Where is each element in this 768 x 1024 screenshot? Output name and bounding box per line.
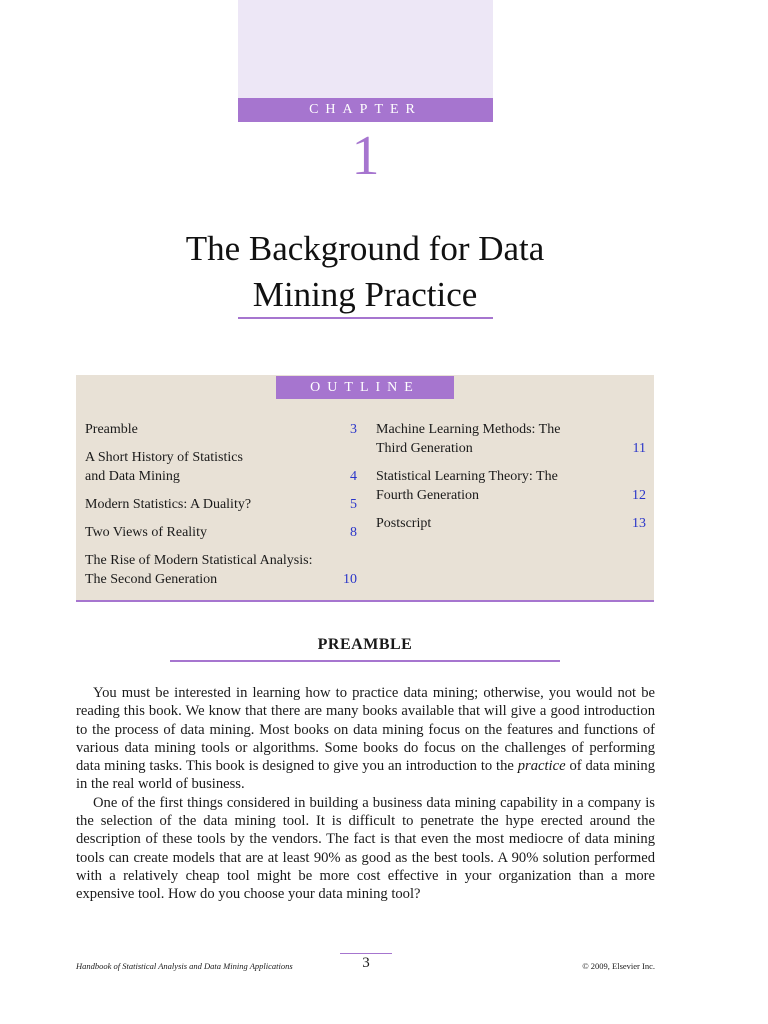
toc-entry-page: 5: [350, 497, 357, 512]
toc-entry-page: 4: [350, 469, 357, 484]
chapter-title-line-2: Mining Practice: [252, 275, 478, 314]
toc-entry-page: 12: [632, 488, 646, 503]
toc-entry[interactable]: [376, 420, 646, 458]
toc-entry-title: Preamble: [85, 422, 138, 437]
toc-entry-title: Postscript: [376, 516, 432, 531]
paragraph-text: You must be interested in learning how to practice data mining; otherwise, you would not be reading this book. We know that there are many books available that will give a good introduction to the process of data mining. Most books on data mining focus on the features and functions of various data mining tools or algorithms. Some books do focus on the challenges of performing data mining tasks. This book is designed to give you an introduction to the: [76, 685, 655, 775]
outline-right-column: [376, 420, 646, 542]
outline-left-column: [85, 420, 357, 598]
toc-entry-title: A Short History of Statistics and Data Mining: [85, 450, 243, 484]
chapter-title: [100, 226, 630, 318]
toc-entry-title: The Rise of Modern Statistical Analysis: The Second Generation: [85, 553, 313, 587]
toc-entry[interactable]: [376, 514, 646, 533]
toc-entry-title: Modern Statistics: A Duality?: [85, 497, 252, 512]
toc-entry-title: Statistical Learning Theory: The Fourth Generation: [376, 469, 558, 503]
section-underline: [170, 660, 560, 662]
outline-label: OUTLINE: [276, 376, 454, 399]
footer-book-title: Handbook of Statistical Analysis and Data Mining Applications: [76, 961, 293, 971]
toc-entry[interactable]: [85, 551, 357, 589]
chapter-label: CHAPTER: [238, 98, 493, 122]
toc-entry-page: 8: [350, 525, 357, 540]
toc-entry[interactable]: [376, 467, 646, 505]
footer-copyright: © 2009, Elsevier Inc.: [582, 961, 655, 971]
chapter-number: 1: [351, 125, 380, 187]
title-underline: [238, 317, 493, 319]
toc-entry[interactable]: [85, 523, 357, 542]
paragraph: [76, 684, 655, 794]
chapter-title-line-1: The Background for Data: [185, 229, 545, 268]
toc-entry-page: 13: [632, 516, 646, 531]
chapter-header-block: [238, 0, 493, 98]
toc-entry-page: 11: [632, 441, 646, 456]
toc-entry-page: 3: [350, 422, 357, 437]
toc-entry-title: Machine Learning Methods: The Third Generation: [376, 422, 561, 456]
emphasis-text: practice: [517, 758, 566, 775]
paragraph-text: of data mining in the real world of business.: [76, 758, 655, 793]
outline-bottom-rule: [76, 600, 654, 602]
toc-entry-page: 10: [343, 572, 357, 587]
paragraph: One of the first things considered in building a business data mining capability in a company is the selection of the data mining tool. It is difficult to penetrate the hype erected around the description of these tools by the vendors. The fact is that even the most mediocre of data mining tools can create models that are at least 90% as good as the best tools. A 90% solution performed with a relatively cheap tool might be more cost effective in your organization than a more expensive tool. How do you choose your data mining tool?: [76, 794, 655, 903]
body-text: [76, 684, 655, 904]
section-heading: PREAMBLE: [317, 636, 413, 653]
toc-entry-title: Two Views of Reality: [85, 525, 207, 540]
toc-entry[interactable]: [85, 495, 357, 514]
toc-entry[interactable]: [85, 420, 357, 439]
toc-entry[interactable]: [85, 448, 357, 486]
footer-page-number: 3: [362, 955, 370, 971]
footer-rule: [340, 953, 392, 954]
